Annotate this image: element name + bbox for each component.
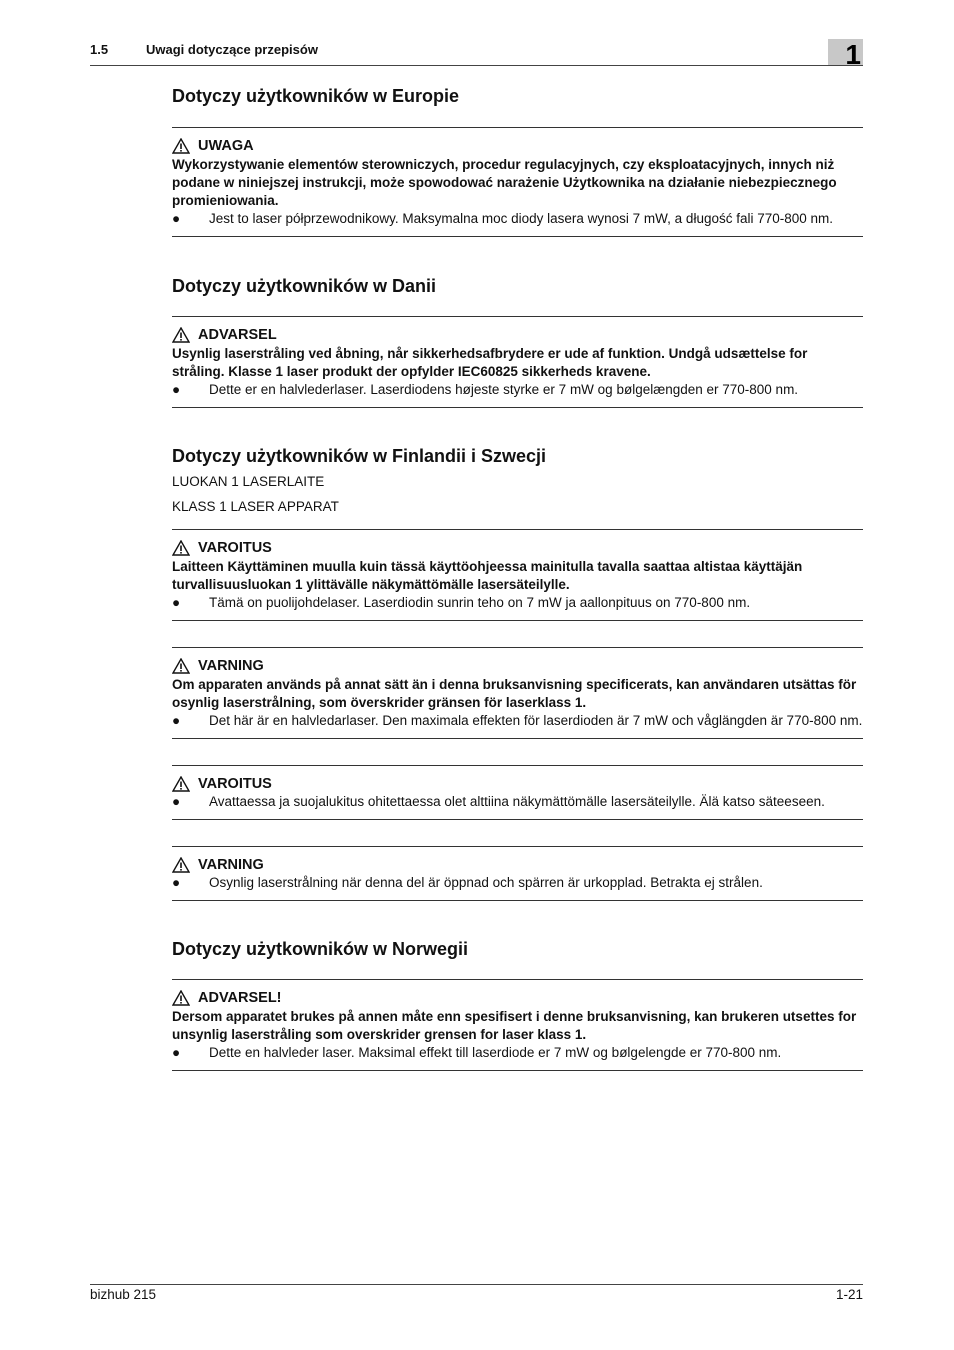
warning-triangle-icon — [172, 990, 190, 1006]
warning-box-europe — [172, 127, 863, 237]
warning-box-norway — [172, 979, 863, 1071]
bullet-text: Avattaessa ja suojalukitus ohitettaessa olet alttiina näkymättömälle lasersäteilylle. Älä katso säteeseen. — [209, 794, 825, 809]
bullet-icon: ● — [172, 211, 181, 226]
warning-box-swedish-2 — [172, 846, 863, 901]
warning-label: VAROITUS — [198, 540, 272, 556]
bullet-item — [172, 793, 863, 811]
header-rule — [90, 65, 863, 66]
heading-norway: Dotyczy użytkowników w Norwegii — [172, 939, 469, 959]
warning-box-finnish-2 — [172, 765, 863, 820]
header-section-number: 1.5 — [90, 42, 109, 57]
class-label-finnish: LUOKAN 1 LASERLAITE — [172, 474, 325, 489]
heading-finland-sweden: Dotyczy użytkowników w Finlandii i Szwecji — [172, 446, 547, 466]
warning-box-swedish-1 — [172, 647, 863, 739]
warning-label: VARNING — [198, 658, 264, 674]
bullet-icon: ● — [172, 595, 181, 610]
bullet-text: Jest to laser półprzewodnikowy. Maksymalna moc diody lasera wynosi 7 mW, a długość fali 770-800 nm. — [209, 211, 834, 226]
bullet-icon: ● — [172, 1045, 181, 1060]
warning-label: VAROITUS — [198, 776, 272, 792]
warning-box-denmark — [172, 316, 863, 408]
footer-rule — [90, 1284, 863, 1285]
bullet-item — [172, 594, 863, 612]
bullet-icon: ● — [172, 713, 181, 728]
warning-triangle-icon — [172, 658, 190, 674]
bullet-text: Det här är en halvledarlaser. Den maximala effekten för laserdioden är 7 mW och våglängden är 770-800 nm. — [209, 713, 863, 728]
bullet-text: Osynlig laserstrålning när denna del är öppnad och spärren är urkopplad. Betrakta ej strålen. — [209, 875, 763, 890]
bullet-item — [172, 1044, 863, 1062]
warning-triangle-icon — [172, 138, 190, 154]
heading-europe: Dotyczy użytkowników w Europie — [172, 86, 460, 106]
bullet-item — [172, 381, 863, 399]
warning-triangle-icon — [172, 776, 190, 792]
bullet-text: Dette er en halvlederlaser. Laserdiodens højeste styrke er 7 mW og bølgelængden er 770-800 nm. — [209, 382, 799, 397]
warning-triangle-icon — [172, 327, 190, 343]
warning-text: Wykorzystywanie elementów sterowniczych, procedur regulacyjnych, czy eksploatacyjnych, innych niż podane w niniejszej instrukcji, może spowodować narażenie Użytkownika na działanie niebezpiecznego promieniowania. — [172, 157, 837, 208]
bullet-icon: ● — [172, 875, 181, 890]
bullet-item — [172, 210, 863, 228]
chapter-number: 1 — [845, 39, 861, 70]
warning-text: Dersom apparatet brukes på annen måte enn spesifisert i denne bruksanvisning, kan brukeren utsettes for unsynlig laserstråling som overskrider grensen for laser klass 1. — [172, 1009, 857, 1042]
warning-text: Om apparaten används på annat sätt än i denna bruksanvisning specificerats, kan användaren utsättas för osynlig laserstrålning, som överskrider gränsen för laserklass 1. — [172, 677, 857, 710]
bullet-item — [172, 712, 863, 730]
bullet-icon: ● — [172, 794, 181, 809]
heading-denmark: Dotyczy użytkowników w Danii — [172, 276, 437, 296]
bullet-icon: ● — [172, 382, 181, 397]
warning-box-finnish-1 — [172, 529, 863, 621]
warning-text: Laitteen Käyttäminen muulla kuin tässä käyttöohjeessa mainitulla tavalla saattaa altistaa käyttäjän turvallisuusluokan 1 ylittävälle näkymättömälle lasersäteilylle. — [172, 559, 803, 592]
warning-label: UWAGA — [198, 138, 254, 154]
warning-label: ADVARSEL — [198, 327, 277, 343]
footer-page-number: 1-21 — [835, 1287, 863, 1302]
chapter-tab — [828, 39, 863, 70]
main-content — [172, 84, 863, 1071]
bullet-text: Tämä on puolijohdelaser. Laserdiodin sunrin teho on 7 mW ja aallonpituus on 770-800 nm. — [209, 595, 751, 610]
class-label-swedish: KLASS 1 LASER APPARAT — [172, 499, 339, 514]
warning-triangle-icon — [172, 857, 190, 873]
bullet-item — [172, 874, 863, 892]
warning-label: ADVARSEL! — [198, 990, 282, 1006]
warning-triangle-icon — [172, 540, 190, 556]
bullet-text: Dette en halvleder laser. Maksimal effekt till laserdiode er 7 mW og bølgelengde er 770-800 nm. — [209, 1045, 782, 1060]
warning-label: VARNING — [198, 857, 264, 873]
warning-text: Usynlig laserstråling ved åbning, når sikkerhedsafbrydere er ude af funktion. Undgå udsættelse for stråling. Klasse 1 laser produkt der opfylder IEC60825 sikkerheds kravene. — [172, 346, 808, 379]
footer-product: bizhub 215 — [90, 1287, 157, 1302]
header-section-title: Uwagi dotyczące przepisów — [146, 42, 318, 57]
